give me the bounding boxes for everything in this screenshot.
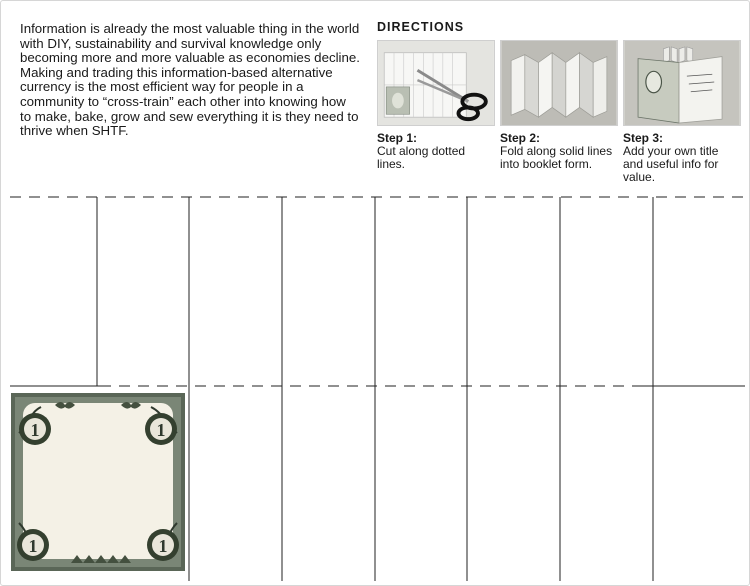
directions-heading: DIRECTIONS (377, 20, 465, 34)
bill-numeral-top-left: 1 (30, 420, 40, 440)
step-3-photo (623, 40, 741, 126)
step-1 (377, 40, 495, 171)
step-2-label: Step 2: (500, 131, 541, 145)
folded-booklet-photo (501, 41, 617, 125)
bill-numeral-bottom-left: 1 (28, 536, 38, 556)
scissors-cutting-photo (378, 41, 494, 125)
step-3 (623, 40, 741, 184)
step-1-photo (377, 40, 495, 126)
step-2-photo (500, 40, 618, 126)
dollar-bill-border (11, 393, 185, 571)
bill-numeral-top-right: 1 (156, 420, 166, 440)
step-2 (500, 40, 618, 171)
step-3-label: Step 3: (623, 131, 664, 145)
dollar-bill-ornament-icon (11, 393, 185, 571)
step-2-text: Fold along solid lines into booklet form. (500, 144, 613, 171)
step-1-text: Cut along dotted lines. (377, 144, 466, 171)
bill-numeral-bottom-right: 1 (158, 536, 168, 556)
intro-paragraph: Information is already the most valuable thing in the world with DIY, sustainability and survival knowledge only becoming more and more valuable as economies decline. Making and trading this information-based alternative currency is the most efficient way for people in a community to “cross-train” each other into knowing how to make, bake, grow and sew everything it is they need to thrive when SHTF. (20, 21, 360, 139)
step-1-label: Step 1: (377, 131, 418, 145)
step-3-text: Add your own title and useful info for value. (623, 144, 719, 184)
finished-booklet-photo (624, 41, 740, 125)
